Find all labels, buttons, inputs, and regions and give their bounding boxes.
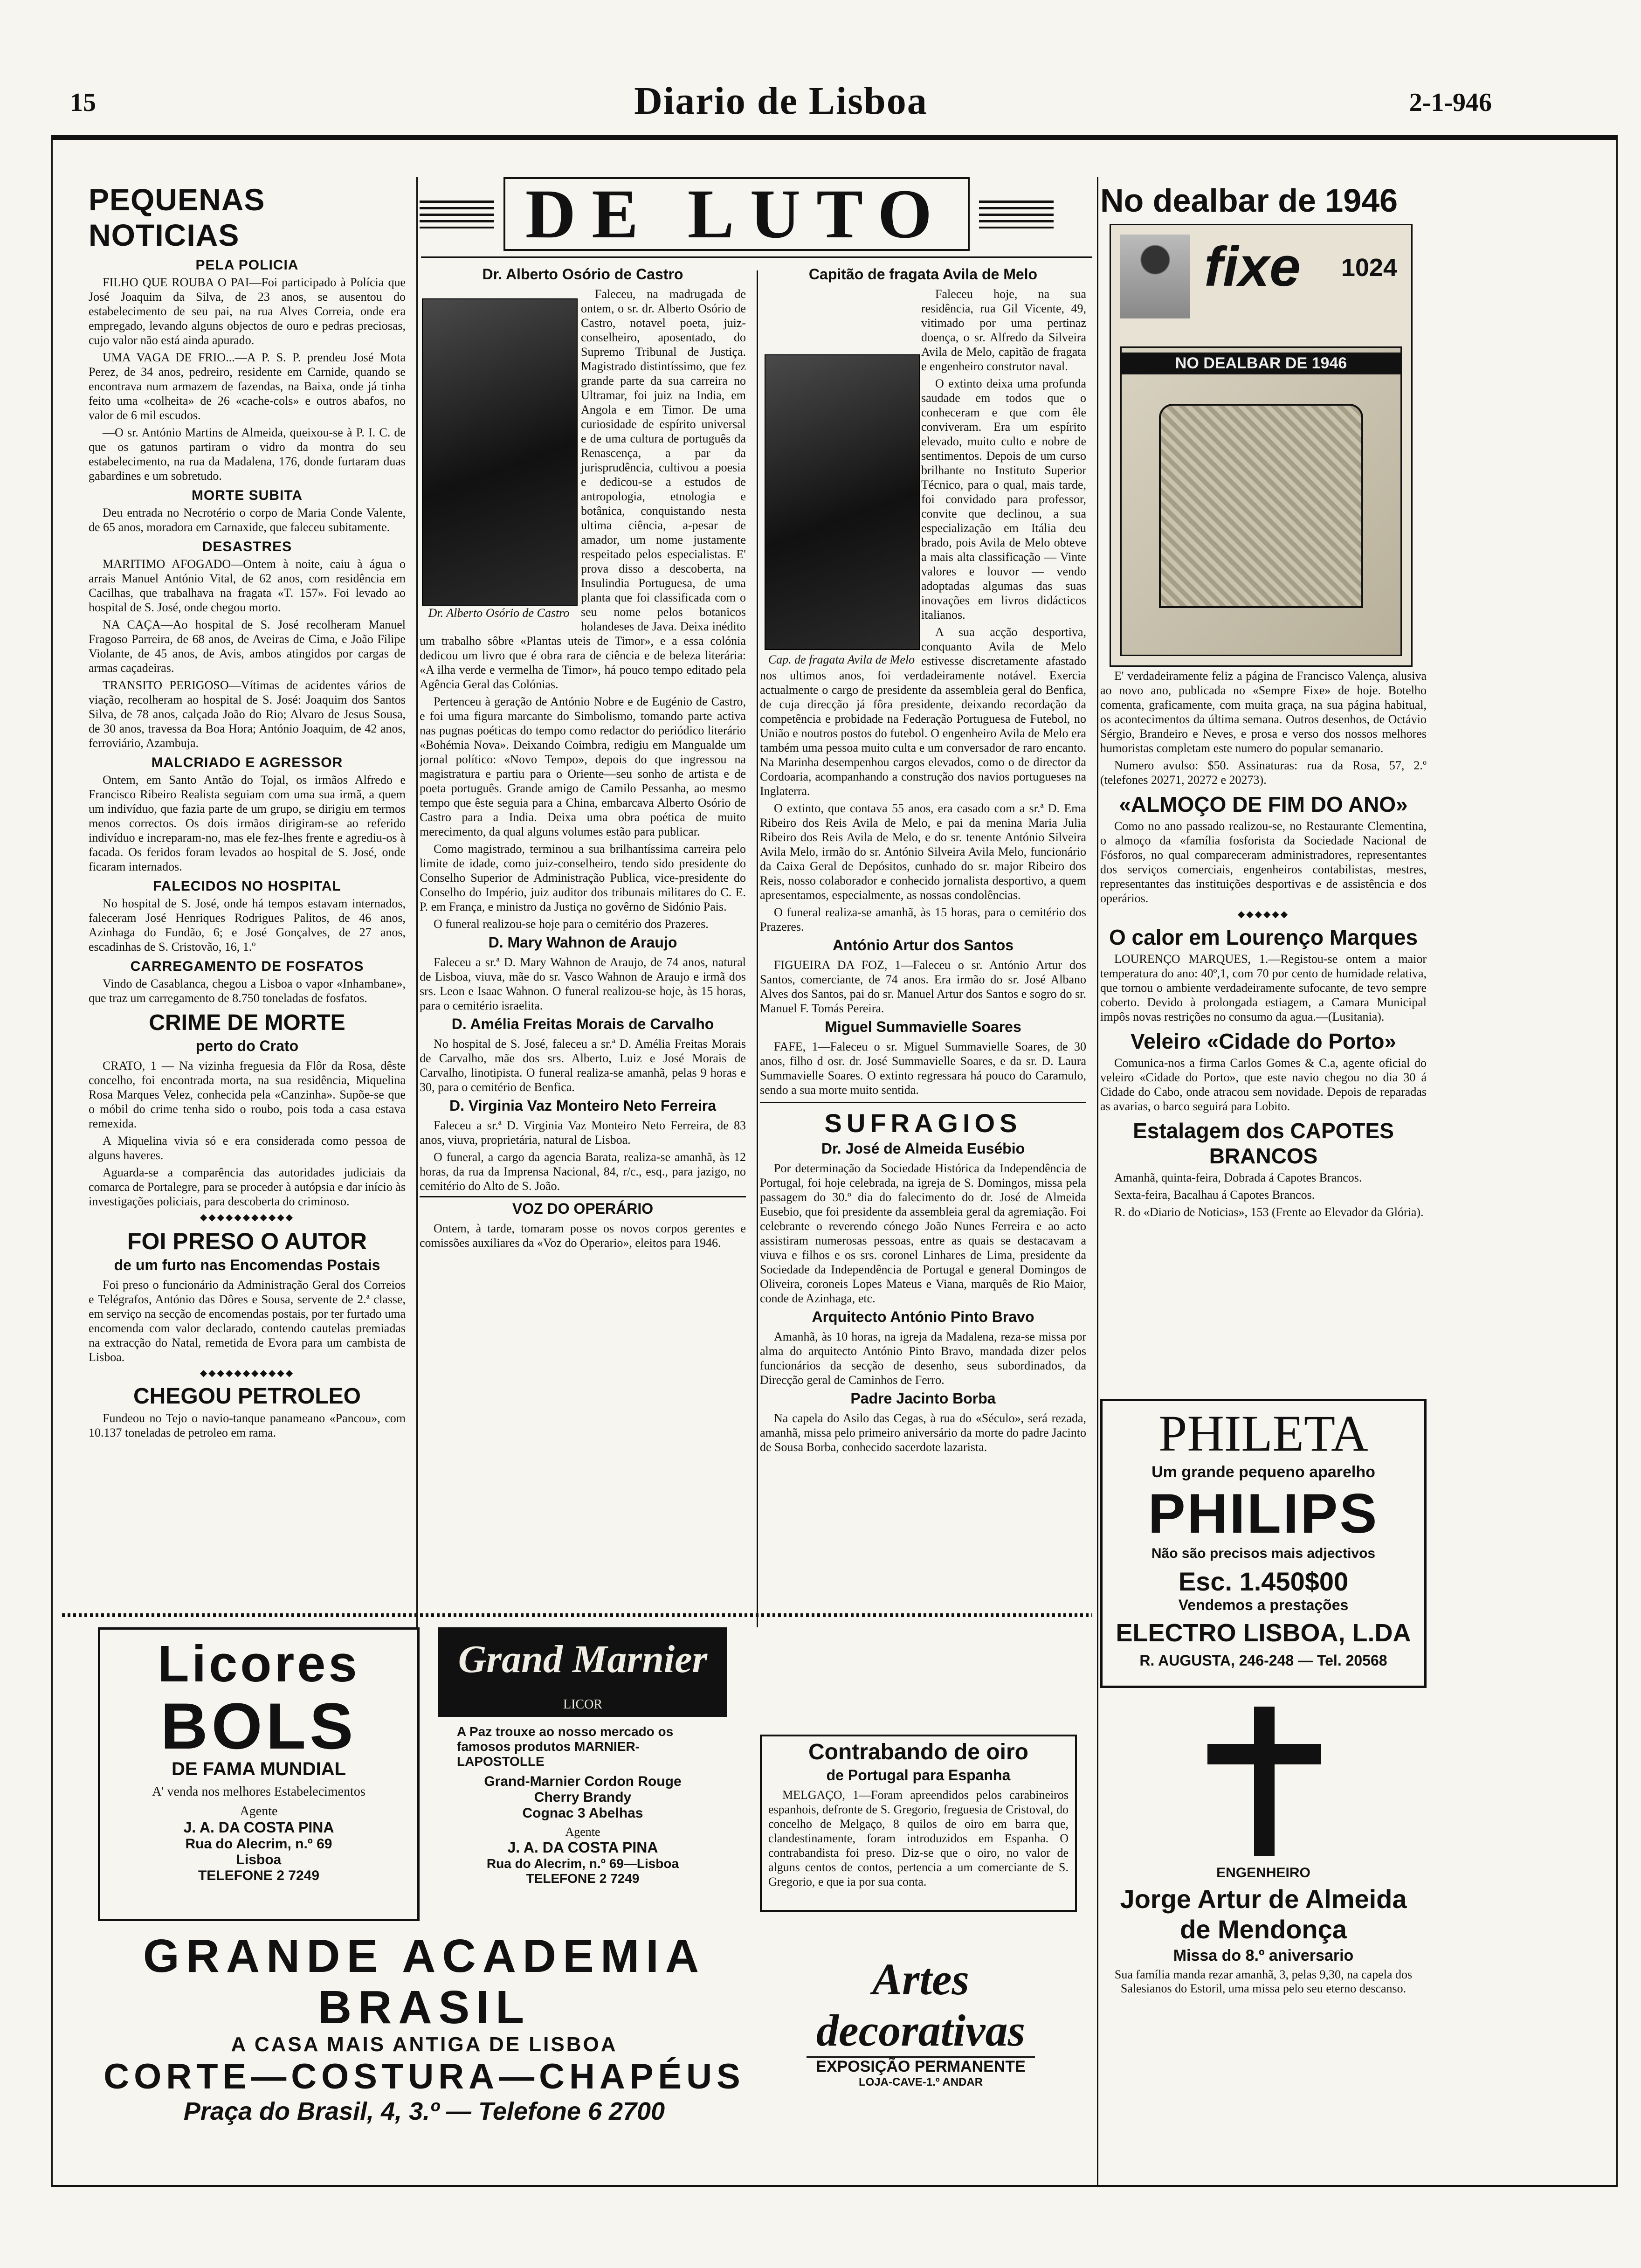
ad-line: TELEFONE 2 7249	[198, 1868, 320, 1883]
bols-ad	[98, 1627, 420, 1921]
luto-rule	[421, 256, 1092, 258]
news-paragraph: Como no ano passado realizou-se, no Restaurante Clementina, o almoço da «família fosforista da Sociedade Nacional de Fósforos, no qual compareceram administradores, representantes dos serviços comerciais, engenheiros contabilistas, mestres, representantes das instituições desportivas e de assistência e dos operários.	[1100, 819, 1427, 905]
news-paragraph: MARITIMO AFOGADO—Ontem à noite, caiu à água o arrais Manuel António Vital, de 62 anos, com residência em Cacilhas, que trabalhava na fragata «T. 157». Foi levado ao hospital de S. José, onde chegou morto.	[89, 557, 406, 614]
obituary-text: O funeral realiza-se amanhã, às 15 horas, para o cemitério dos Prazeres.	[760, 906, 1086, 933]
ad-line: J. A. DA COSTA PINA	[507, 1839, 658, 1856]
news-paragraph: Foi preso o funcionário da Administração Geral dos Correios e Telégrafos, António das Dôres e Sousa, servente de 2.ª classe, em serviço na secção de encomendas postais, por ter furtado uma encomenda com valor declarado, contendo cautelas premiadas na extracção do Natal, remetida de Evora para um cambista de Lisboa.	[89, 1278, 406, 1364]
subheading: PELA POLICIA	[195, 257, 299, 273]
ad-line: Vendemos a prestações	[1178, 1597, 1349, 1613]
news-paragraph: UMA VAGA DE FRIO...—A P. S. P. prendeu José Mota Perez, de 34 anos, pedreiro, residente em Carnide, quando se encontrava num armazem de fazendas, na Baixa, onde já tinha feito uma «colheita» de 26 «cache-cols» e outros abafos, no valor de 6 mil escudos.	[89, 351, 406, 422]
cartoon-figure	[1120, 235, 1190, 318]
obituary-text: O extinto, que contava 55 anos, era casado com a sr.ª D. Ema Ribeiro dos Reis Avila de Melo, e pai da menina Maria Julia Ribeiro dos Reis Avila de Melo, e do sr. tenente António Silveira Avila Melo, irmão do sr. António Silveira Avila Melo, funcionário da Caixa Geral de Depósitos, cunhado do sr. major Ribeiro dos Reis, nosso colaborador e conhecido jornalista desportivo, a quem apresentamos, especialmente, as nossas condolências.	[760, 802, 1086, 902]
sempre-fixe-cover	[1110, 224, 1413, 667]
masthead	[70, 78, 1492, 130]
ad-line: PHILETA	[1158, 1405, 1368, 1462]
ad-line: Rua do Alecrim, n.º 69	[185, 1836, 332, 1852]
ad-line: Grand-Marnier Cordon Rouge	[484, 1774, 682, 1789]
headline: CHEGOU PETROLEO	[133, 1384, 361, 1409]
column-divider	[416, 177, 418, 1627]
ad-line: Agente	[240, 1804, 278, 1819]
news-paragraph: Ontem, em Santo Antão do Tojal, os irmãos Alfredo e Francisco Ribeiro Realista seguiam com uma sua irmã, a quem um indivíduo, que fazia parte de um grupo, se dirigiu em termos menos correctos. Os dois irmãos dirigiram-se ao referido indivíduo e increparam-no, mas ele fez-lhes frente e agrediu-os à facada. Os feridos foram levados ao hospital de S. José, onde ficaram internados.	[89, 773, 406, 873]
obituary-text: Ontem, à tarde, tomaram posse os novos corpos gerentes e comissões auxiliares da «Voz do Operario», eleitos para 1946.	[420, 1222, 746, 1250]
de-luto-banner	[420, 177, 1054, 252]
photo-caption: Dr. Alberto Osório de Castro	[428, 606, 570, 620]
column-divider	[757, 270, 758, 1627]
newspaper-title: Diario de Lisboa	[634, 79, 928, 123]
photo-caption: Cap. de fragata Avila de Melo	[768, 653, 915, 666]
ad-line: Agente	[565, 1825, 600, 1839]
ad-line: Não são precisos mais adjectivos	[1151, 1546, 1376, 1561]
ad-line: Praça do Brasil, 4, 3.º — Telefone 6 2700	[183, 2097, 665, 2125]
news-paragraph: LOURENÇO MARQUES, 1.—Registou-se ontem a maior temperatura do ano: 40º,1, com 70 por cento de humidade relativa, que tornou o ambiente verdadeiramente sufocante, de tevo sempre coberto. Devido à prolongada estiagem, a Camara Municipal impôs novas restrições no consumo da agua.—(Lusitania).	[1100, 952, 1427, 1023]
news-paragraph: Sexta-feira, Bacalhau á Capotes Brancos.	[1114, 1188, 1315, 1202]
ad-line: TELEFONE 2 7249	[526, 1871, 640, 1886]
pequenas-noticias-column	[89, 177, 406, 1599]
ad-line: Cherry Brandy	[534, 1790, 632, 1805]
obituary-text: A sua acção desportiva, conquanto Avila de Melo estivesse discretamente afastado nos ultimos anos, foi verdadeiramente notável. Exercia actualmente o cargo de presidente da assembleia geral do Benfica, de cuja direcção já fôra presidente, deixando recordação da competência e probidade na Federação Portuguesa de Futebol, no União e noutros postos do futebol. O engenheiro Avila de Melo era também uma pessoa muito culta e um conversador de raro encanto. Na Marinha desempenhou cargos elevados, como o de director da Cordoaria, acompanhando a construção dos navios portugueses na Inglaterra.	[760, 625, 1086, 798]
portrait-photo	[422, 298, 578, 606]
subheading: FALECIDOS NO HOSPITAL	[153, 878, 341, 894]
issue-date: 2-1-946	[1409, 88, 1492, 117]
ad-price: Esc. 1.450$00	[1178, 1567, 1349, 1596]
news-paragraph: Deu entrada no Necrotério o corpo de Maria Conde Valente, de 65 anos, moradora em Carnaxide, que faleceu subitamente.	[89, 506, 406, 534]
ad-brand: PHILIPS	[1148, 1482, 1379, 1545]
obituary-text: Pertenceu à geração de António Nobre e de Eugénio de Castro, e foi uma figura marcante do Simbolismo, tomando parte activa nas pugnas poéticas do tempo como redactor do periódico literário «Bohémia Nova». Deixando Coimbra, redigiu em Mangualde um jornal político: «Novo Tempo», depois do que ingressou na magistratura e partiu para o Oriente—seu sonho de artista e de poeta português. Grande amigo de Camilo Pessanha, ao mesmo tempo que êste seguia para a China, embarcava Alberto Osório de Castro para a India. Deixa uma obra poética de muito merecimento, da qual alguns volumes estão para publicar.	[420, 695, 746, 838]
news-paragraph: TRANSITO PERIGOSO—Vítimas de acidentes vários de viação, recolheram ao hospital de S. José: Joaquim dos Santos Silva, de 78 anos, calçada João do Rio; Alvaro de Jesus Sousa, de 30 anos, travessa da Boa Hora; António Joaquim, de 42 anos, ferroviário, Azambuja.	[89, 678, 406, 750]
portrait-photo	[765, 354, 920, 650]
page-number: 15	[70, 88, 96, 117]
obituary-text: Faleceu, na madrugada de ontem, o sr. dr. Alberto Osório de Castro, notavel poeta, juiz-conselheiro, aposentado, do Supremo Tribunal de Justiça. Magistrado distintíssimo, que fez grande parte da sua carreira no Ultramar, foi juiz na India, em Angola e em Timor. De uma curiosidade de espírito universal e de uma cultura de português da Renascença, a par da jurisprudência, cultivou a poesia e dedicou-se a estudos de antropologia, etnologia e botânica, conquistando nesta ultima ciência, a-pesar de amador, um nome justamente respeitado pelos especialistas. E' prova disso a descoberta, na Insulindia Portuguesa, de uma planta que foi classificada com o seu nome pelos botanicos holandeses de Java. Deixa inédito um trabalho sôbre «Plantas uteis de Timor», e a essa colónia dedicou um livro que é obra rara de ciência e de beleza literária: «A ilha verde e vermelha de Timor», há pouco tempo editado pela Agência Geral das Colónias.	[420, 287, 746, 691]
obituary-title: D. Amélia Freitas Morais de Carvalho	[451, 1016, 714, 1032]
news-paragraph: FILHO QUE ROUBA O PAI—Foi participado à Polícia que José Joaquim da Silva, de 23 anos, se ausentou do estabelecimento de seu pai, na rua Alves Correia, onde era empregado, levando alguns objectos de ouro e pedras preciosas, cujo valor não está ainda apurado.	[89, 276, 406, 347]
headline: «ALMOÇO DE FIM DO ANO»	[1119, 792, 1408, 816]
memorial-name: Jorge Artur de Almeida	[1120, 1884, 1407, 1914]
news-paragraph: R. do «Diario de Noticias», 153 (Frente ao Elevador da Glória).	[1114, 1205, 1424, 1219]
memorial-text: Sua família manda rezar amanhã, 3, pelas 9,30, na capela dos Salesianos do Estoril, uma missa pelo seu eterno descanso.	[1114, 1968, 1413, 1995]
obituary-title: D. Virginia Vaz Monteiro Neto Ferreira	[449, 1097, 716, 1114]
memorial-line: ENGENHEIRO	[1216, 1865, 1310, 1881]
news-paragraph: Aguarda-se a comparência das autoridades judiciais da comarca de Portalegre, para se proceder à autópsia e dar início às investigações policiais, para descoberta do criminoso.	[89, 1166, 406, 1208]
cartoon-building	[1159, 404, 1363, 608]
subheading: MORTE SUBITA	[191, 488, 303, 503]
memorial-line: Missa do 8.º aniversario	[1173, 1947, 1354, 1964]
cover-cartoon	[1120, 346, 1402, 656]
ad-line: ELECTRO LISBOA, L.DA	[1116, 1619, 1411, 1647]
news-paragraph: Amanhã, quinta-feira, Dobrada á Capotes Brancos.	[1114, 1171, 1362, 1184]
obituary-text: FIGUEIRA DA FOZ, 1—Faleceu o sr. António Artur dos Santos, comerciante, de 74 anos. Era irmão do sr. José Albano Alves dos Santos, pai do sr. Manuel Artur dos Santos e sogro do sr. Manuel F. Tomás Pereira.	[760, 958, 1086, 1015]
ad-brand: Artes decorativas	[816, 1954, 1025, 2055]
obituary-title: Miguel Summavielle Soares	[825, 1018, 1021, 1035]
ad-brand: BOLS	[160, 1689, 357, 1763]
obituary-title: Arquitecto António Pinto Bravo	[812, 1308, 1034, 1325]
subheading: MALCRIADO E AGRESSOR	[151, 755, 343, 770]
obituary-title: Dr. Alberto Osório de Castro	[482, 266, 683, 283]
ad-line: A Paz trouxe ao nosso mercado os famosos produtos MARNIER-LAPOSTOLLE	[457, 1724, 674, 1769]
subheading: DESASTRES	[202, 539, 292, 554]
obituary-title: Padre Jacinto Borba	[850, 1390, 996, 1407]
news-paragraph: Numero avulso: $50. Assinaturas: rua da Rosa, 57, 2.º (telefones 20271, 20272 e 20273).	[1100, 759, 1427, 787]
memorial-notice	[1100, 1707, 1427, 2005]
memorial-name: de Mendonça	[1180, 1915, 1347, 1944]
ad-line: R. AUGUSTA, 246-248 — Tel. 20568	[1139, 1652, 1387, 1669]
ad-line: Rua do Alecrim, n.º 69—Lisboa	[486, 1856, 679, 1871]
fixe-issue-number: 1024	[1341, 254, 1397, 282]
ad-line: A CASA MAIS ANTIGA DE LISBOA	[231, 2033, 618, 2056]
academia-brasil-ad	[98, 1930, 751, 2125]
news-paragraph: CRATO, 1 — Na vizinha freguesia da Flôr da Rosa, dêste concelho, foi encontrada morta, na sua residência, Miquelina Rosa Marques Velez, conhecida pela «Canzinha». Supõe-se que o móbil do crime tenha sido o roubo, pois toda a casa estava remexida.	[89, 1059, 406, 1130]
subheadline: de um furto nas Encomendas Postais	[114, 1257, 380, 1273]
news-paragraph: MELGAÇO, 1—Foram apreendidos pelos carabineiros espanhois, defronte de S. Gregorio, freguesia de Cristoval, do concelho de Melgaço, 8 quilos de oiro em barra que, clandestinamente, foram introduzidos em Espanha. O contrabandista foi preso. Diz-se que o oiro, no valor de alguns centos de contos, pertencia a um comerciante de S. Gregorio, e que ia por sua conta.	[768, 1788, 1069, 1888]
obituary-text: Amanhã, às 10 horas, na igreja da Madalena, reza-se missa por alma do arquitecto António Pinto Bravo, mandada dizer pelos funcionários da secção de desenho, seus subordinados, da Direcção geral de Caminhos de Ferro.	[760, 1330, 1086, 1387]
obituary-text: Faleceu a sr.ª D. Virginia Vaz Monteiro Neto Ferreira, de 83 anos, viuva, proprietária, natural de Lisboa.	[420, 1119, 746, 1147]
banner-bars	[979, 201, 1054, 228]
ad-line: LICOR	[438, 1697, 727, 1717]
obituary-text: Por determinação da Sociedade Histórica da Independência de Portugal, foi hoje celebrada, na igreja de S. Domingos, missa pela passagem do 30.º dia do falecimento do dr. José de Almeida Eusebio, que foi presidente da assembleia geral da agremiação. Foi celebrante o reverendo cónego João Nunes Ferreira e ao acto assistiram numerosas pessoas, entre as quais se destacavam a viuva e filhos e os srs. coronel Linhares de Lima, presidente da Sociedade da Independência de Portugal e general Domingos de Oliveira, coroneis Lopes Mateus e Viana, marquês de Rio Maior, conde de Azinhaga, etc.	[760, 1162, 1086, 1305]
section-title: PEQUENAS NOTICIAS	[89, 182, 265, 252]
news-paragraph: Fundeou no Tejo o navio-tanque panameano «Pancou», com 10.137 toneladas de petroleo em rama.	[89, 1411, 406, 1439]
sufragios-title: SUFRAGIOS	[760, 1102, 1086, 1138]
ornament-dots: ◆◆◆◆◆◆	[1237, 909, 1289, 920]
news-paragraph: Comunica-nos a firma Carlos Gomes & C.a, agente oficial do veleiro «Cidade do Porto», que este navio chegou no dia 30 á Cidade do Cabo, onde atracou sem novidade. Depois de reparadas as avarias, o barco seguirá para Lobito.	[1100, 1056, 1427, 1113]
ad-line: Lisboa	[236, 1852, 282, 1867]
obituary-title: Dr. José de Almeida Eusébio	[821, 1140, 1025, 1157]
ad-line: Cognac 3 Abelhas	[522, 1805, 643, 1821]
obituary-title: Capitão de fragata Avila de Melo	[808, 266, 1038, 283]
cover-heading: NO DEALBAR DE 1946	[1122, 353, 1400, 374]
headline: Veleiro «Cidade do Porto»	[1130, 1029, 1397, 1053]
ad-line: LOJA-CAVE-1.º ANDAR	[858, 2076, 983, 2088]
artes-decorativas-ad	[765, 1954, 1077, 2088]
subheadline: perto do Crato	[195, 1037, 299, 1054]
fixe-masthead: fixe	[1204, 235, 1301, 298]
obituary-text: Faleceu hoje, na sua residência, rua Gil Vicente, 49, vitimado por uma pertinaz doença, o sr. Alfredo da Silveira Avila de Melo, capitão de fragata e engenheiro construtor naval.	[921, 287, 1086, 373]
ad-line: A' venda nos melhores Estabelecimentos	[152, 1784, 365, 1799]
headline: No dealbar de 1946	[1100, 182, 1398, 219]
news-paragraph: A Miquelina vivia só e era considerada como pessoa de alguns haveres.	[89, 1134, 406, 1162]
obituary-text: Na capela do Asilo das Cegas, à rua do «Século», será rezada, amanhã, missa pelo primeiro aniversário da morte do padre Jacinto de Sousa Borba, conhecido sacerdote lazarista.	[760, 1411, 1086, 1454]
cross-icon	[1254, 1707, 1275, 1856]
ornament-dots: ◆◆◆◆◆◆◆◆◆◆◆	[200, 1368, 295, 1378]
ad-line: DE FAMA MUNDIAL	[171, 1759, 346, 1779]
headline: FOI PRESO O AUTOR	[127, 1228, 367, 1254]
obituary-text: O extinto deixa uma profunda saudade em todos que o conheceram e que com êle conviveram. Era um espírito elevado, muito culto e nobre de sentimentos. Depois de um curso brilhante no Instituto Superior Técnico, para o qual, mais tarde, foi convidado para professor, convite que declinou, a sua especialização em Itália deu brado, pois Avila de Melo obteve a mais alta classificação — Vinte valores e louvor — vendo adoptadas algumas das suas inovações em livros didácticos italianos.	[921, 377, 1086, 622]
obituary-text: FAFE, 1—Faleceu o sr. Miguel Summavielle Soares, de 30 anos, filho d osr. dr. José Summavielle Soares, e da sr. D. Laura Summavielle Soares. O extinto regressara há pouco do Caramulo, sendo a sua morte muito sentida.	[760, 1040, 1086, 1097]
headline: Contrabando de oiro	[808, 1740, 1028, 1764]
news-paragraph: No hospital de S. José, onde há tempos estavam internados, faleceram José Henriques Rodrigues Palitos, de 46 anos, Azinhaga do Fundão, 6; e José Gonçalves, de 27 anos, escadinhas de S. Cristovão, 16, 1.º	[89, 897, 406, 954]
obituary-text: O funeral, a cargo da agencia Barata, realiza-se amanhã, às 12 horas, da rua da Imprensa Nacional, 84, r/c., esq., para jazigo, no cemitério do Alto de S. João.	[420, 1150, 746, 1193]
headline: O calor em Lourenço Marques	[1109, 925, 1418, 949]
ad-line: Um grande pequeno aparelho	[1151, 1463, 1375, 1481]
obituary-text: No hospital de S. José, faleceu a sr.ª D. Amélia Freitas Morais de Carvalho, mãe dos srs. Alberto, Luiz e José Morais de Carvalho, linotipista. O funeral realiza-se amanhã, pelas 9 horas e 30, para o cemitério de Benfica.	[420, 1037, 746, 1094]
obituary-text: O funeral realizou-se hoje para o cemitério dos Prazeres.	[434, 917, 709, 931]
ad-line: J. A. DA COSTA PINA	[183, 1819, 334, 1836]
headline: VOZ DO OPERÁRIO	[420, 1196, 746, 1217]
obituary-text: Como magistrado, terminou a sua brilhantíssima carreira pelo limite de idade, como juiz-conselheiro, tendo sido presidente do Conselho Superior de Administração Publica, vice-presidente do Conselho do Império, juiz auditor dos tribunais militares do C. E. P. em França, e ministro da Justiça no govêrno de Sidónio Pais.	[420, 842, 746, 913]
news-paragraph: NA CAÇA—Ao hospital de S. José recolheram Manuel Fragoso Parreira, de 68 anos, de Aveiras de Cima, e João Filipe Violante, de 45 anos, de Avis, ambos atingidos por cargas de armas caçadeiras.	[89, 618, 406, 675]
column-divider	[1097, 177, 1098, 2187]
ad-line: EXPOSIÇÃO PERMANENTE	[807, 2056, 1035, 2076]
de-luto-title: DE LUTO	[503, 177, 970, 251]
banner-bars	[420, 201, 494, 228]
headline: Estalagem dos CAPOTES BRANCOS	[1133, 1119, 1394, 1168]
ornament-dots: ◆◆◆◆◆◆◆◆◆◆◆	[200, 1212, 295, 1223]
phileta-ad	[1100, 1399, 1427, 1688]
news-paragraph: Vindo de Casablanca, chegou a Lisboa o vapor «Inhambane», que traz um carregamento de 8.750 toneladas de fosfatos.	[89, 977, 406, 1005]
contrabando-box	[760, 1735, 1077, 1912]
grand-marnier-ad	[438, 1627, 727, 1921]
obituary-title: D. Mary Wahnon de Araujo	[488, 934, 677, 951]
headline: CRIME DE MORTE	[149, 1010, 345, 1035]
top-rule	[51, 135, 1618, 140]
news-paragraph: —O sr. António Martins de Almeida, queixou-se à P. I. C. de que os gatunos partiram o vidro da montra do seu estabelecimento, na rua da Madalena, 176, donde furtaram duas gabardines e um sobretudo.	[89, 426, 406, 483]
news-paragraph: E' verdadeiramente feliz a página de Francisco Valença, alusiva ao novo ano, publicada no «Sempre Fixe» de hoje. Botelho comenta, graficamente, com muita graça, na sua página habitual, os acontecimentos da última semana. Outros desenhos, de Octávio Sérgio, Brandeiro e Neves, e prosa e verso dos nossos melhores humoristas completam este numero do popular semanario.	[1100, 669, 1427, 755]
ad-brand: GRANDE ACADEMIA BRASIL	[143, 1930, 706, 2033]
ad-line: Licores	[158, 1635, 360, 1693]
cross-icon	[1207, 1744, 1321, 1764]
obituary-title: António Artur dos Santos	[832, 937, 1014, 954]
ad-line: CORTE—COSTURA—CHAPÉUS	[103, 2057, 745, 2096]
subheadline: de Portugal para Espanha	[826, 1767, 1011, 1784]
ad-brand: Grand Marnier	[438, 1627, 727, 1697]
obituary-text: Faleceu a sr.ª D. Mary Wahnon de Araujo, de 74 anos, natural de Lisboa, viuva, mãe do sr. Vasco Wahnon de Araujo e irmã dos srs. Leon e Isaac Wahnon. O funeral realizou-se hoje, às 15 horas, para o cemitério israelita.	[420, 955, 746, 1012]
subheading: CARREGAMENTO DE FOSFATOS	[130, 959, 364, 974]
